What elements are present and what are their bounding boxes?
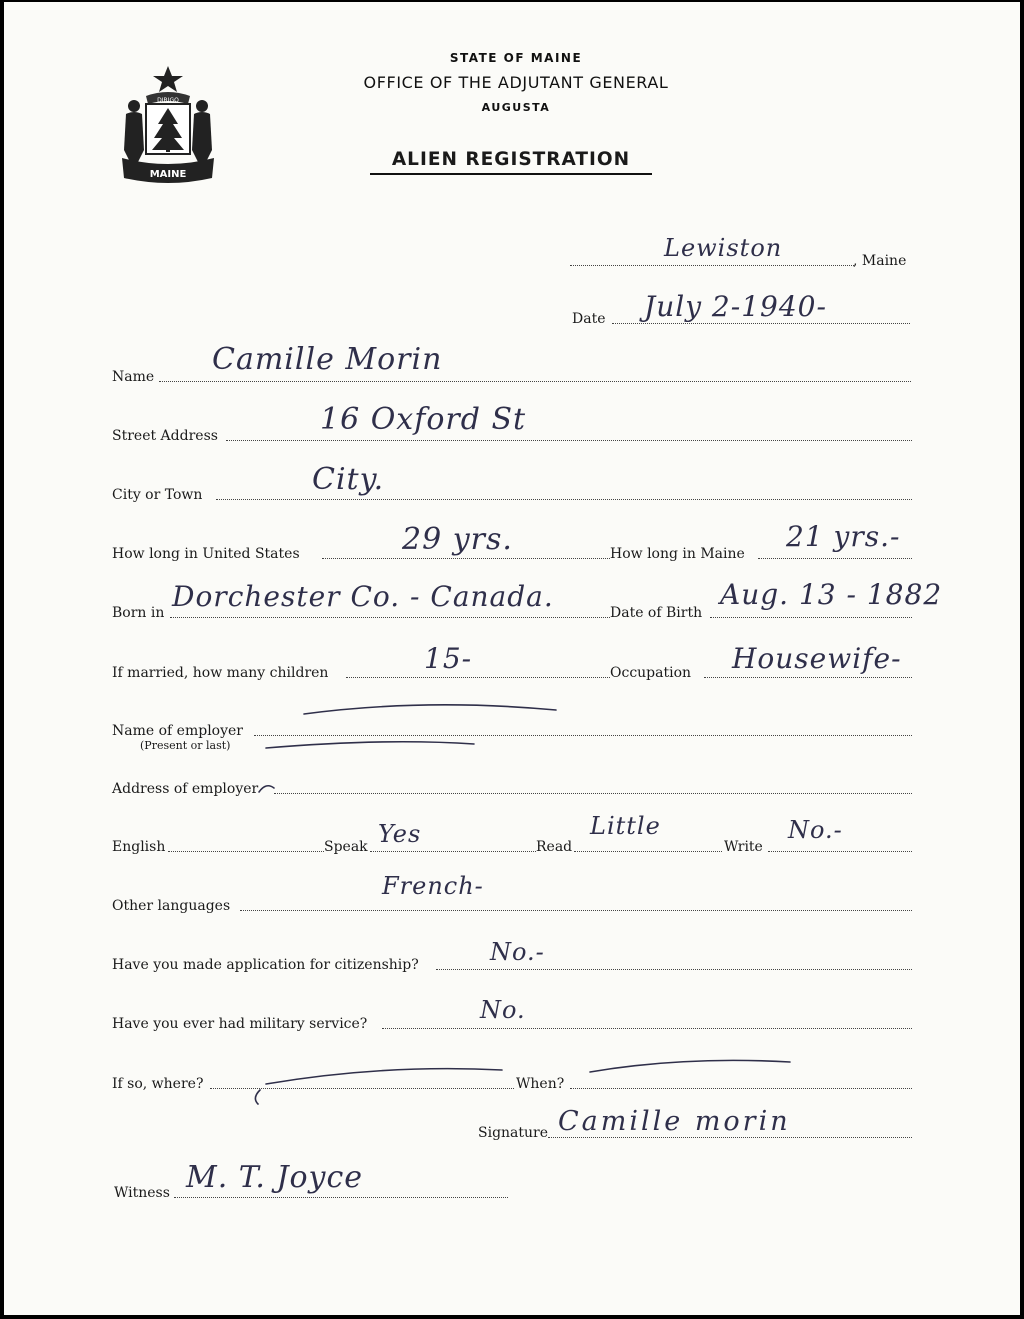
english-label: English bbox=[112, 839, 166, 855]
seal-name: MAINE bbox=[149, 169, 187, 180]
header-city: AUGUSTA bbox=[481, 101, 551, 114]
signature-value: Camille morin bbox=[558, 1106, 791, 1137]
dob-label: Date of Birth bbox=[610, 605, 703, 621]
other-languages-value: French- bbox=[382, 872, 484, 900]
other-languages-label: Other languages bbox=[112, 898, 231, 914]
born-in-value: Dorchester Co. - Canada. bbox=[172, 580, 554, 613]
city-town-label: City or Town bbox=[112, 487, 203, 503]
occupation-value: Housewife- bbox=[732, 642, 902, 675]
name-label: Name bbox=[112, 369, 155, 385]
married-label: If married, how many children bbox=[112, 665, 329, 681]
military-label: Have you ever had military service? bbox=[112, 1016, 368, 1032]
when-label: When? bbox=[516, 1076, 565, 1092]
header-state: STATE OF MAINE bbox=[449, 51, 583, 65]
how-long-us-value: 29 yrs. bbox=[402, 522, 513, 557]
name-value: Camille Morin bbox=[212, 342, 443, 377]
write-label: Write bbox=[724, 839, 763, 855]
speak-value: Yes bbox=[378, 820, 422, 848]
where-label: If so, where? bbox=[112, 1076, 204, 1092]
maine-label: , Maine bbox=[853, 253, 907, 269]
employer-address-label: Address of employer bbox=[112, 781, 259, 797]
pen-strokes bbox=[4, 2, 1020, 1315]
employer-note: (Present or last) bbox=[140, 739, 231, 752]
how-long-maine-label: How long in Maine bbox=[610, 546, 745, 562]
date-value: July 2-1940- bbox=[644, 290, 827, 323]
city-town-value: City. bbox=[312, 462, 385, 497]
how-long-us-label: How long in United States bbox=[112, 546, 300, 562]
witness-value: M. T. Joyce bbox=[186, 1160, 364, 1195]
occupation-label: Occupation bbox=[610, 665, 692, 681]
speak-label: Speak bbox=[324, 839, 368, 855]
street-label: Street Address bbox=[112, 428, 218, 444]
write-value: No.- bbox=[788, 816, 843, 844]
dob-value: Aug. 13 - 1882 bbox=[720, 578, 943, 611]
employer-name-label: Name of employer bbox=[112, 723, 243, 739]
how-long-maine-value: 21 yrs.- bbox=[786, 520, 901, 553]
signature-label: Signature bbox=[478, 1125, 549, 1141]
form-title: ALIEN REGISTRATION bbox=[370, 149, 652, 175]
citizenship-value: No.- bbox=[490, 938, 545, 966]
registration-form bbox=[4, 2, 1020, 1315]
military-value: No. bbox=[480, 996, 526, 1024]
seal-motto: DIRIGO bbox=[157, 97, 179, 104]
town-value: Lewiston bbox=[664, 234, 783, 262]
born-in-label: Born in bbox=[112, 605, 165, 621]
date-label: Date bbox=[572, 311, 606, 327]
street-value: 16 Oxford St bbox=[320, 402, 527, 437]
children-value: 15- bbox=[424, 642, 473, 675]
witness-label: Witness bbox=[114, 1185, 170, 1201]
read-value: Little bbox=[590, 812, 661, 840]
read-label: Read bbox=[536, 839, 573, 855]
header-office: OFFICE OF THE ADJUTANT GENERAL bbox=[363, 73, 669, 92]
citizenship-label: Have you made application for citizenship? bbox=[112, 957, 419, 973]
